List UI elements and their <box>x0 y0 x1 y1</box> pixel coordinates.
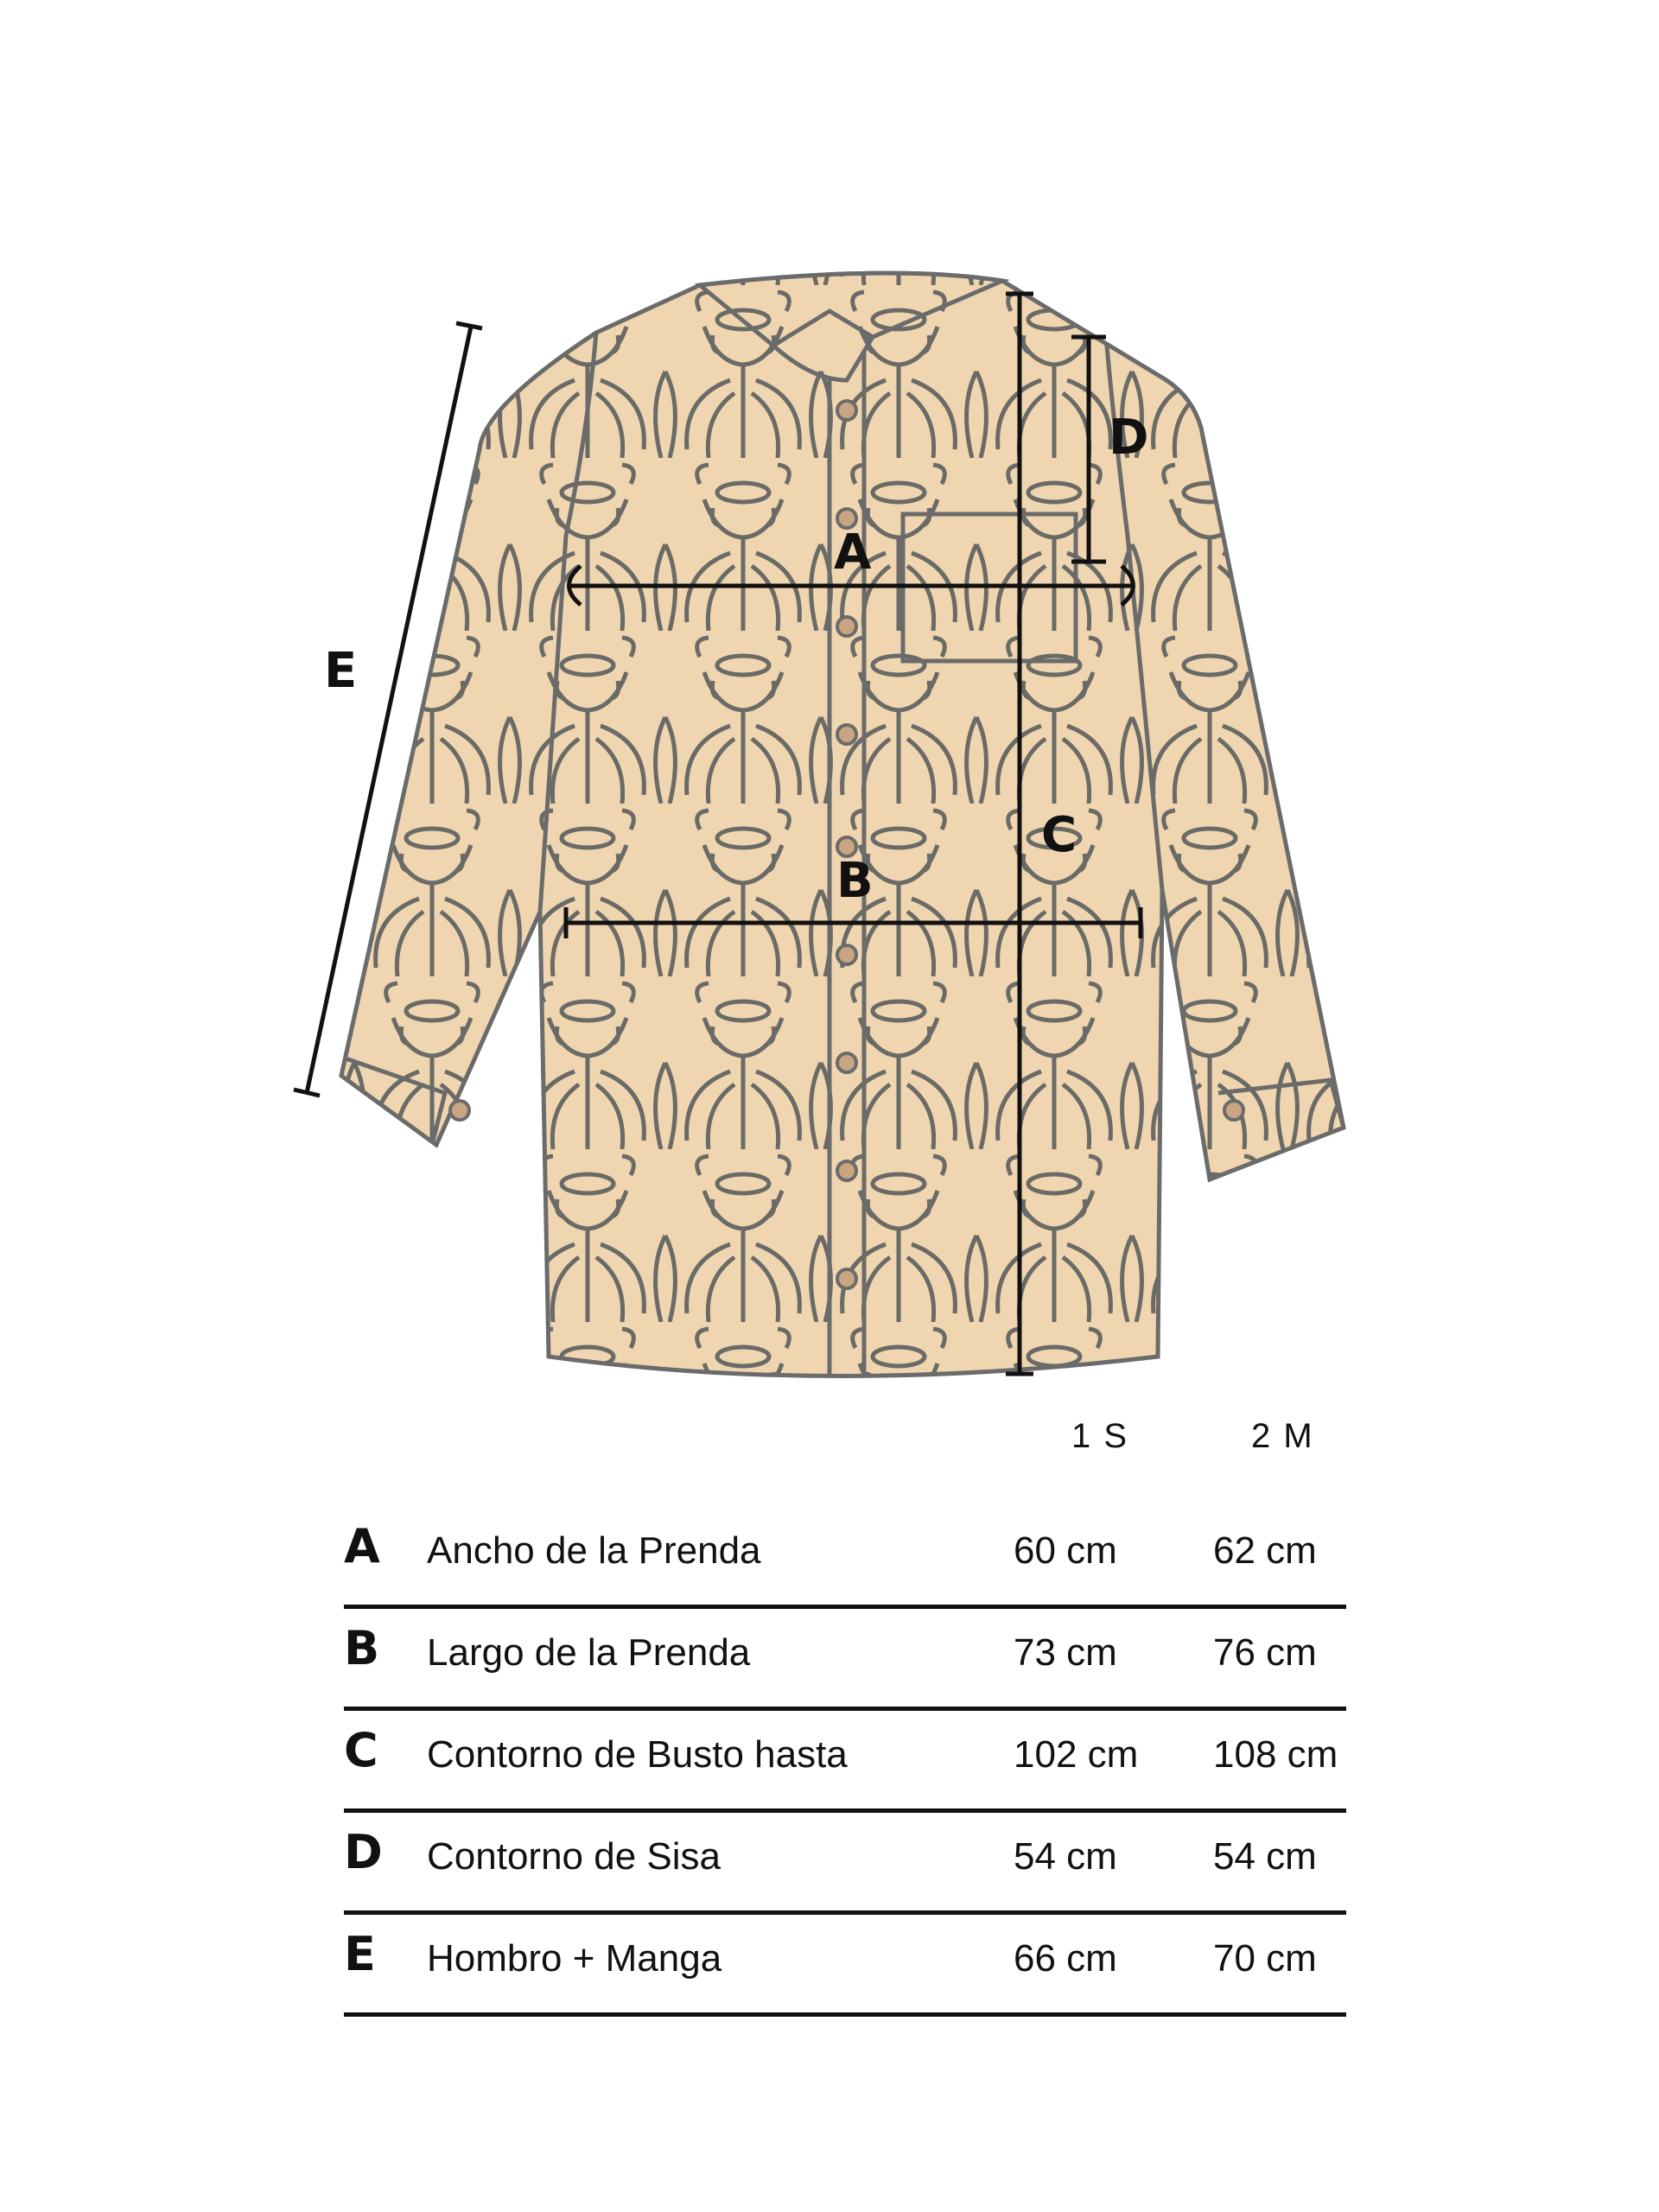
shirt-body <box>341 273 1344 1382</box>
row-value-m: 54 cm <box>1213 1835 1317 1878</box>
row-name: Hombro + Manga <box>427 1937 722 1980</box>
label-b: B <box>836 853 874 909</box>
row-value-s: 60 cm <box>1014 1529 1117 1572</box>
row-letter: A <box>344 1519 380 1573</box>
label-d: D <box>1109 410 1149 466</box>
table-row <box>344 1813 1346 1915</box>
row-letter: E <box>344 1927 376 1981</box>
row-value-m: 70 cm <box>1213 1937 1317 1980</box>
size-header-m: 2 M <box>1251 1417 1314 1455</box>
row-value-s: 54 cm <box>1014 1835 1117 1878</box>
table-row <box>344 1711 1346 1813</box>
size-header-s: 1 S <box>1071 1417 1129 1455</box>
label-e: E <box>324 643 358 699</box>
row-value-m: 76 cm <box>1213 1631 1317 1674</box>
row-letter: C <box>344 1723 378 1777</box>
label-c: C <box>1041 807 1077 863</box>
row-name: Ancho de la Prenda <box>427 1529 761 1572</box>
row-letter: B <box>344 1621 380 1675</box>
row-value-s: 73 cm <box>1014 1631 1117 1674</box>
label-a: A <box>834 524 872 581</box>
table-row <box>344 1915 1346 2017</box>
row-name: Largo de la Prenda <box>427 1631 751 1674</box>
row-name: Contorno de Busto hasta <box>427 1733 848 1776</box>
table-row <box>344 1609 1346 1711</box>
row-value-m: 62 cm <box>1213 1529 1317 1572</box>
row-name: Contorno de Sisa <box>427 1835 721 1878</box>
row-letter: D <box>344 1825 383 1879</box>
table-row <box>344 1507 1346 1609</box>
row-value-s: 66 cm <box>1014 1937 1117 1980</box>
row-value-m: 108 cm <box>1213 1733 1338 1776</box>
row-value-s: 102 cm <box>1014 1733 1139 1776</box>
